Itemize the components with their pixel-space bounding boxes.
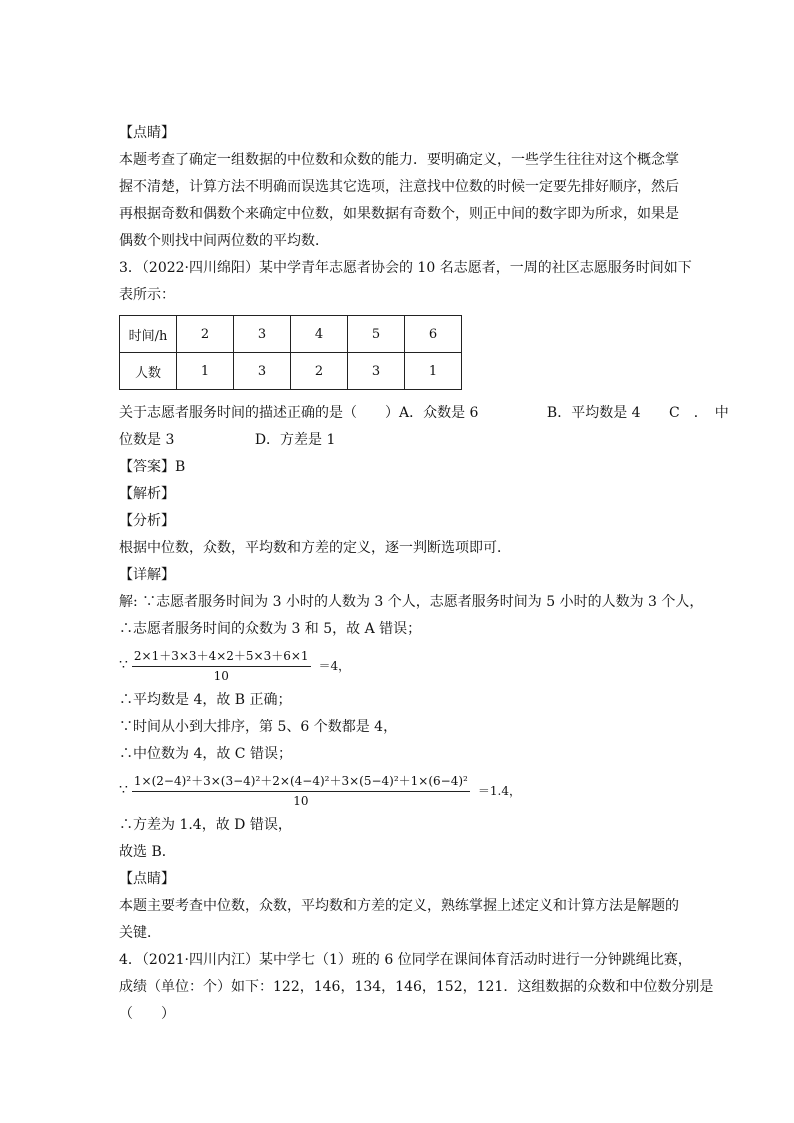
- section-tag-dianjing: 【点睛】: [119, 125, 175, 141]
- formula-result: ＝1.4，: [477, 783, 521, 798]
- option-a: 关于志愿者服务时间的描述正确的是（ ）A．众数是 6: [119, 405, 479, 421]
- paragraph-line: 再根据奇数和偶数个来确定中位数，如果数据有奇数个，则正中间的数字即为所求，如果是: [119, 206, 679, 222]
- solution-line: ∵时间从小到大排序，第 5、6 个数都是 4，: [119, 719, 398, 735]
- table-row: [120, 353, 462, 390]
- question-4-stem: 成绩（单位：个）如下：122，146，134，146，152，121．这组数据的众数和中位数分别是: [119, 979, 714, 995]
- option-c: C ． 中: [669, 405, 729, 421]
- formula-result: ＝4，: [318, 658, 351, 673]
- table-cell: 2: [291, 353, 348, 390]
- option-c-cont: 位数是 3: [119, 432, 175, 448]
- table-cell: 3: [234, 316, 291, 353]
- table-cell: 3: [348, 353, 405, 390]
- fraction-denominator: 10: [213, 669, 229, 683]
- table-cell: 2: [177, 316, 234, 353]
- table-cell: 6: [405, 316, 462, 353]
- question-4-stem: 4．（2021·四川内江）某中学七（1）班的 6 位同学在课间体育活动时进行一分钟跳绳比赛，: [119, 952, 692, 968]
- document-page: [119, 120, 729, 1028]
- paragraph-line: 本题主要考查中位数，众数，平均数和方差的定义，熟练掌握上述定义和计算方法是解题的: [119, 898, 679, 914]
- fraction-numerator: 1×(2−4)²＋3×(3−4)²＋2×(4−4)²＋3×(5−4)²＋1×(6−4)²: [132, 772, 470, 792]
- analysis-text: 根据中位数，众数，平均数和方差的定义，逐一判断选项即可．: [119, 540, 511, 556]
- section-tag-xiangjie: 【详解】: [119, 567, 175, 583]
- table-cell: 3: [234, 353, 291, 390]
- question-3-options: [119, 427, 689, 454]
- mean-fraction: [132, 647, 311, 683]
- solution-line: ∴平均数是 4，故 B 正确；: [119, 692, 292, 708]
- paragraph-line: 关键．: [119, 925, 161, 941]
- option-b: B．平均数是 4: [546, 405, 641, 421]
- table-row: [120, 316, 462, 353]
- section-tag-jiexi: 【解析】: [119, 486, 175, 502]
- table-cell: 1: [405, 353, 462, 390]
- service-time-table: [119, 315, 462, 390]
- answer-tag: 【答案】B: [119, 459, 186, 475]
- solution-line: 故选 B．: [119, 844, 176, 860]
- solution-line: ∴方差为 1.4，故 D 错误，: [119, 817, 292, 833]
- question-3-options: [119, 400, 729, 427]
- fraction-denominator: 10: [293, 794, 309, 808]
- table-cell: 人数: [120, 353, 177, 390]
- question-3-stem: 表所示：: [119, 287, 175, 303]
- because-symbol: ∵: [119, 782, 128, 798]
- table-cell: 1: [177, 353, 234, 390]
- section-tag-dianjing: 【点睛】: [119, 871, 175, 887]
- variance-formula: [119, 768, 689, 812]
- option-d: D．方差是 1: [254, 432, 336, 448]
- question-4-stem: （ ）: [119, 1006, 175, 1022]
- mean-formula: [119, 643, 689, 687]
- fraction-numerator: 2×1＋3×3＋4×2＋5×3＋6×1: [132, 647, 311, 667]
- because-symbol: ∵: [119, 657, 128, 673]
- paragraph-line: 握不清楚，计算方法不明确而误选其它选项，注意找中位数的时候一定要先排好顺序，然后: [119, 179, 679, 195]
- table-cell: 4: [291, 316, 348, 353]
- table-cell: 时间/h: [120, 316, 177, 353]
- table-cell: 5: [348, 316, 405, 353]
- paragraph-line: 本题考查了确定一组数据的中位数和众数的能力．要明确定义，一些学生往往对这个概念掌: [119, 152, 679, 168]
- paragraph-line: 偶数个则找中间两位数的平均数．: [119, 233, 329, 249]
- question-3-stem: 3．（2022·四川绵阳）某中学青年志愿者协会的 10 名志愿者，一周的社区志愿服务时间如下: [119, 260, 692, 276]
- solution-line: 解: ∵志愿者服务时间为 3 小时的人数为 3 个人，志愿者服务时间为 5 小时的人数为 3 个人，: [119, 594, 704, 610]
- solution-line: ∴志愿者服务时间的众数为 3 和 5，故 A 错误；: [119, 621, 422, 637]
- section-tag-fenxi: 【分析】: [119, 513, 175, 529]
- variance-fraction: [132, 772, 470, 808]
- solution-line: ∴中位数为 4，故 C 错误；: [119, 746, 292, 762]
